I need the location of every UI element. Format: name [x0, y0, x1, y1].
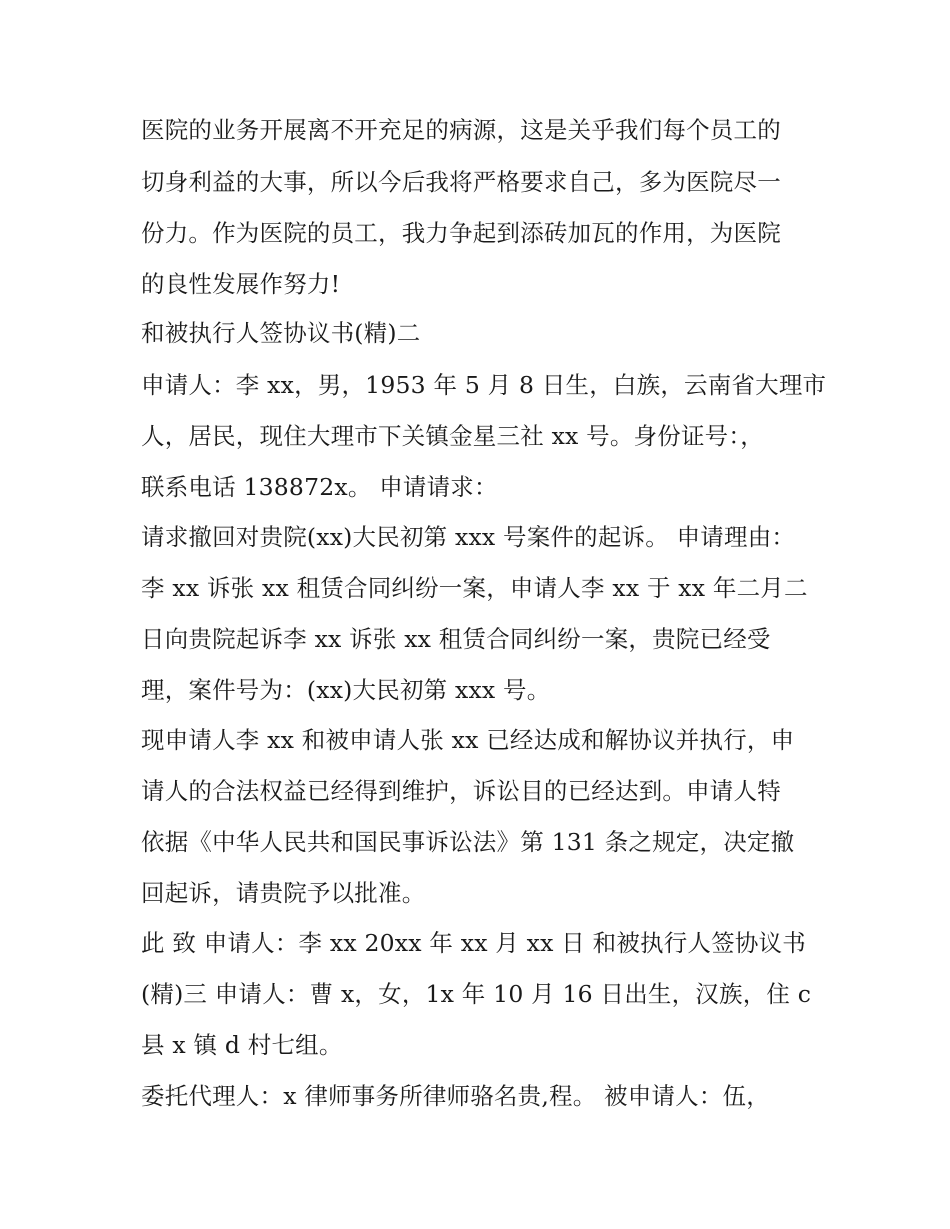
text-line-13: 现申请人李 xx 和被申请人张 xx 已经达成和解协议并执行，申 [141, 726, 795, 754]
text-line-7: 人，居民，现住大理市下关镇金星三社 xx 号。身份证号：， [141, 422, 764, 450]
text-line-10: 李 xx 诉张 xx 租赁合同纠纷一案，申请人李 xx 于 xx 年二月二 [141, 574, 808, 602]
text-line-18: (精)三 申请人：曹 x，女，1x 年 10 月 16 日出生，汉族，住 c [141, 980, 812, 1008]
text-line-17: 此 致 申请人：李 xx 20xx 年 xx 月 xx 日 和被执行人签协议书 [141, 929, 806, 957]
section-heading-2: 和被执行人签协议书(精)二 [141, 319, 421, 347]
text-line-12: 理，案件号为：(xx)大民初第 xxx 号。 [141, 676, 551, 704]
text-line-8: 联系电话 138872x。 申请请求： [141, 473, 498, 501]
text-line-15: 依据《中华人民共和国民事诉讼法》第 131 条之规定，决定撤 [141, 828, 795, 856]
text-line-9: 请求撤回对贵院(xx)大民初第 xxx 号案件的起诉。 申请理由： [141, 523, 796, 551]
text-line-11: 日向贵院起诉李 xx 诉张 xx 租赁合同纠纷一案，贵院已经受 [141, 625, 771, 653]
text-line-19: 县 x 镇 d 村七组。 [141, 1031, 343, 1059]
text-line-16: 回起诉，请贵院予以批准。 [141, 879, 426, 907]
text-line-6: 申请人：李 xx，男，1953 年 5 月 8 日生，白族，云南省大理市 [141, 371, 827, 399]
text-line-1: 医院的业务开展离不开充足的病源，这是关乎我们每个员工的 [141, 116, 781, 144]
text-line-14: 请人的合法权益已经得到维护，诉讼目的已经达到。申请人特 [141, 777, 781, 805]
text-line-20: 委托代理人：x 律师事务所律师骆名贵,程。 被申请人：伍， [141, 1082, 770, 1110]
text-line-2: 切身利益的大事，所以今后我将严格要求自己，多为医院尽一 [141, 168, 781, 196]
text-line-4: 的良性发展作努力! [141, 270, 341, 298]
text-line-3: 份力。作为医院的员工，我力争起到添砖加瓦的作用，为医院 [141, 219, 781, 247]
